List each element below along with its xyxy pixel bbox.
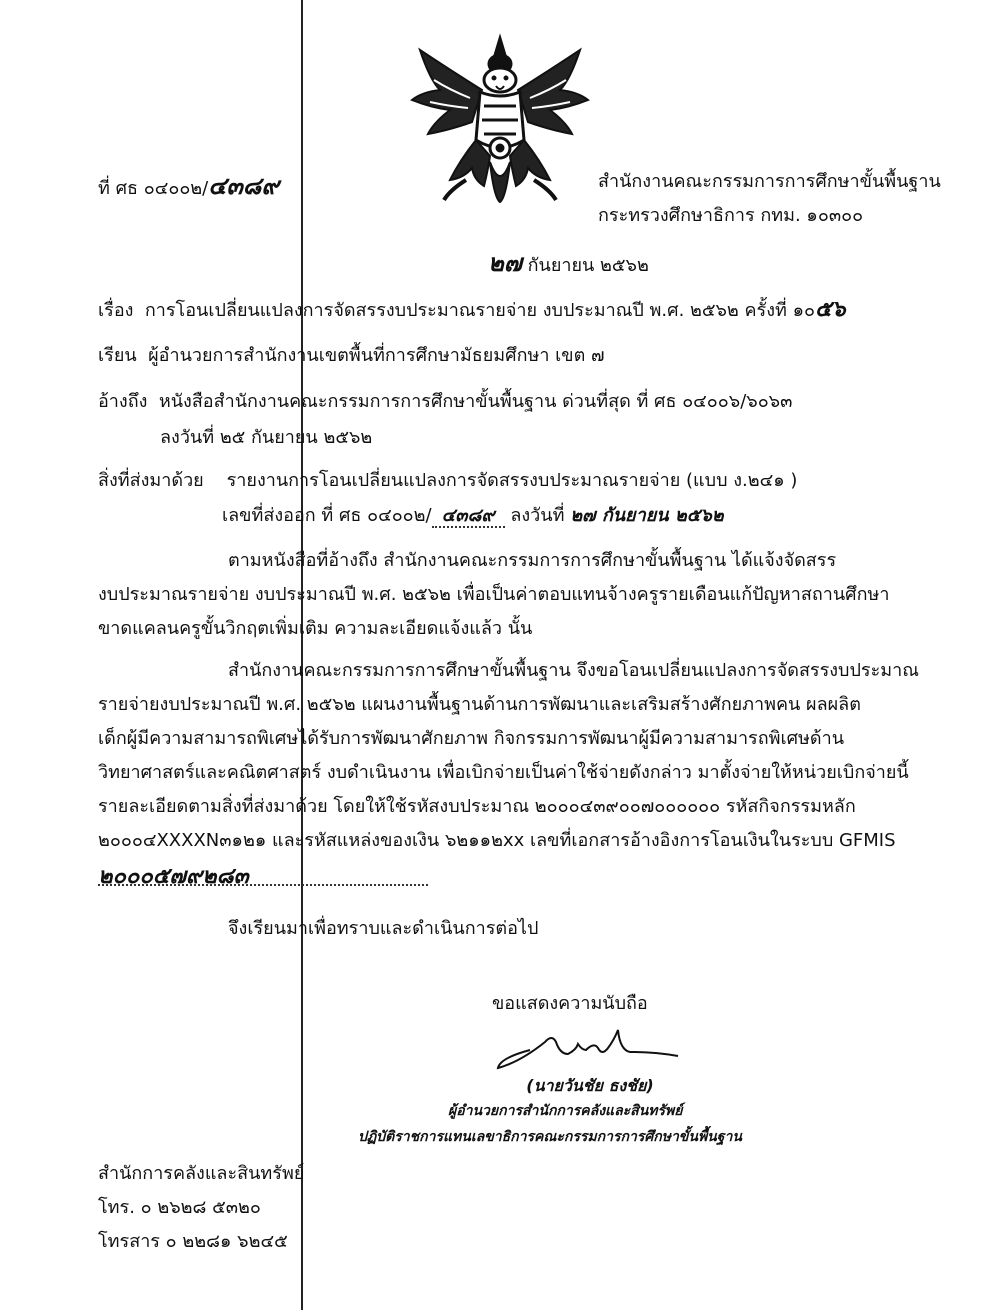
enclosure-line-2	[222, 500, 724, 529]
gfmis-reference-handwritten: ๒๐๐๐๕๗๙๒๘๓	[98, 863, 249, 889]
body-paragraph-1	[98, 544, 956, 646]
to-label: เรียน	[98, 345, 137, 366]
date-day-handwritten: ๒๗	[488, 248, 522, 277]
to-line	[98, 340, 605, 369]
subject-number-handwritten: ๕๖	[815, 296, 846, 322]
footer-telephone: โทร. ๐ ๒๖๒๘ ๕๓๒๐	[98, 1197, 261, 1218]
reference-text-1: หนังสือสำนักงานคณะกรรมการการศึกษาขั้นพื้นฐาน ด่วนที่สุด ที่ ศธ ๐๔๐๐๖/๖๐๖๓	[158, 391, 793, 412]
reference-text-2: ลงวันที่ ๒๕ กันยายน ๒๕๖๒	[160, 427, 373, 448]
paragraph-line: รายจ่ายงบประมาณปี พ.ศ. ๒๕๖๒ แผนงานพื้นฐานด้านการพัฒนาและเสริมสร้างศักยภาพคน ผลผลิต	[98, 694, 861, 715]
reference-number	[98, 166, 279, 205]
body-paragraph-2	[98, 654, 956, 858]
paragraph-line: ตามหนังสือที่อ้างถึง สำนักงานคณะกรรมการการศึกษาขั้นพื้นฐาน ได้แจ้งจัดสรร	[228, 550, 837, 571]
letter-date	[488, 243, 649, 282]
date-month-year: กันยายน ๒๕๖๒	[527, 255, 649, 276]
paragraph-line: สำนักงานคณะกรรมการการศึกษาขั้นพื้นฐาน จึงขอโอนเปลี่ยนแปลงการจัดสรรงบประมาณ	[228, 660, 919, 681]
signatory-name: (นายวันชัย ธงชัย)	[526, 1076, 654, 1095]
reference-line-1	[98, 386, 792, 415]
enclosure-date-handwritten: ๒๗ กันยายน ๒๕๖๒	[570, 505, 724, 526]
reference-number-label: ที่ ศธ ๐๔๐๐๒/	[98, 178, 209, 199]
gfmis-reference-field	[98, 858, 428, 889]
closing-sentence: จึงเรียนมาเพื่อทราบและดำเนินการต่อไป	[228, 918, 539, 939]
to-text: ผู้อำนวยการสำนักงานเขตพื้นที่การศึกษามัธยมศึกษา เขต ๗	[148, 345, 605, 366]
enclosure-text-1: รายงานการโอนเปลี่ยนแปลงการจัดสรรงบประมาณรายจ่าย (แบบ ง.๒๔๑ )	[226, 470, 798, 491]
office-address: กระทรวงศึกษาธิการ กทม. ๑๐๓๐๐	[598, 205, 864, 226]
office-name: สำนักงานคณะกรรมการการศึกษาขั้นพื้นฐาน	[598, 171, 941, 192]
signatory-position-2: ปฏิบัติราชการแทนเลขาธิการคณะกรรมการการศึกษาขั้นพื้นฐาน	[358, 1129, 742, 1145]
subject-label: เรื่อง	[98, 300, 134, 321]
reference-number-handwritten: ๔๓๘๙	[208, 171, 279, 200]
footer-department: สำนักการคลังและสินทรัพย์	[98, 1163, 305, 1184]
enclosure-line-1	[98, 465, 797, 494]
enclosure-label: สิ่งที่ส่งมาด้วย	[98, 470, 204, 491]
regards-text: ขอแสดงความนับถือ	[492, 993, 648, 1014]
garuda-emblem	[410, 30, 590, 205]
signatory-position-1: ผู้อำนวยการสำนักการคลังและสินทรัพย์	[448, 1103, 683, 1119]
handwritten-signature	[490, 1020, 680, 1075]
enclosure-date-label: ลงวันที่	[510, 505, 565, 526]
paragraph-line: รายละเอียดตามสิ่งที่ส่งมาด้วย โดยให้ใช้รหัสงบประมาณ ๒๐๐๐๔๓๙๐๐๗๐๐๐๐๐๐ รหัสกิจกรรมหลัก	[98, 796, 856, 817]
subject-text: การโอนเปลี่ยนแปลงการจัดสรรงบประมาณรายจ่าย งบประมาณปี พ.ศ. ๒๕๖๒ ครั้งที่ ๑๐	[144, 300, 816, 321]
paragraph-line: วิทยาศาสตร์และคณิตศาสตร์ งบดำเนินงาน เพื่อเบิกจ่ายเป็นค่าใช้จ่ายดังกล่าว มาตั้งจ่ายให้หน่วยเบิกจ่ายนี้	[98, 762, 909, 783]
enclosure-export-number-handwritten: ๔๓๘๙	[441, 505, 495, 526]
paragraph-line: ๒๐๐๐๔XXXXN๓๑๒๑ และรหัสแหล่งของเงิน ๖๒๑๑๒xx เลขที่เอกสารอ้างอิงการโอนเงินในระบบ GFMIS	[98, 830, 896, 851]
paragraph-line: เด็กผู้มีความสามารถพิเศษได้รับการพัฒนาศักยภาพ กิจกรรมการพัฒนาผู้มีความสามารถพิเศษด้าน	[98, 728, 845, 749]
reference-label: อ้างถึง	[98, 391, 148, 412]
paragraph-line: ขาดแคลนครูขั้นวิกฤตเพิ่มเติม ความละเอียดแจ้งแล้ว นั้น	[98, 618, 533, 639]
footer-fax: โทรสาร ๐ ๒๒๘๑ ๖๒๔๕	[98, 1231, 288, 1252]
enclosure-export-label: เลขที่ส่งออก ที่ ศธ ๐๔๐๐๒/	[222, 505, 432, 526]
subject-line	[98, 291, 846, 326]
paragraph-line: งบประมาณรายจ่าย งบประมาณปี พ.ศ. ๒๕๖๒ เพื่อเป็นค่าตอบแทนจ้างครูรายเดือนแก้ปัญหาสถานศึกษา	[98, 584, 890, 605]
